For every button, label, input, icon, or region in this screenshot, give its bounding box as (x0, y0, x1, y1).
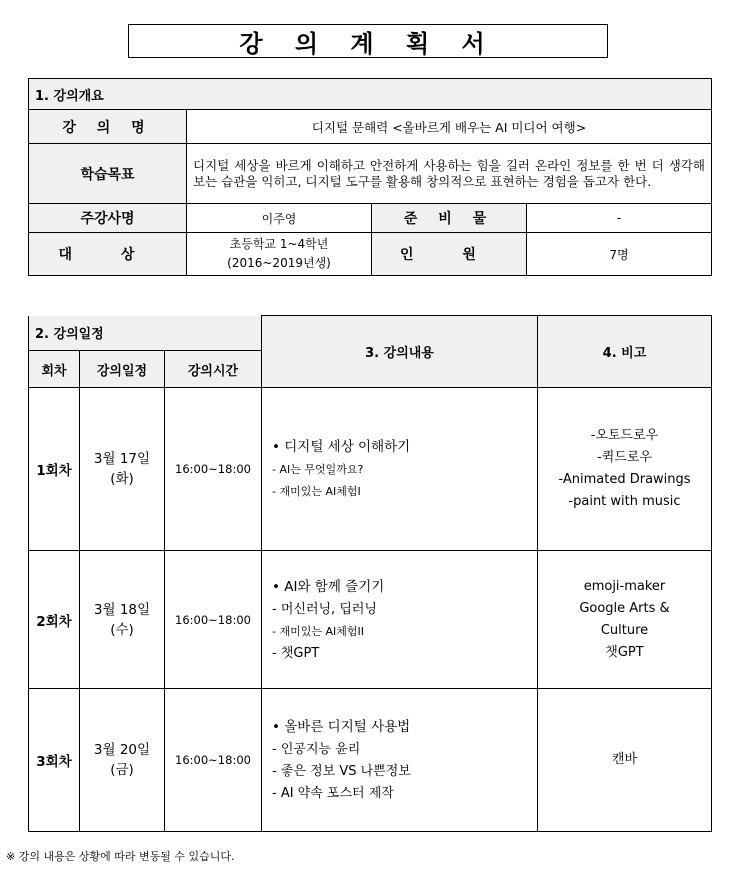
target-label: 대 상 (29, 233, 187, 276)
learning-goal-label: 학습목표 (29, 144, 187, 204)
materials-value: - (527, 204, 712, 233)
note-header: 4. 비고 (538, 316, 712, 388)
note-item: 챗GPT (605, 644, 644, 660)
target-birth-years: (2016~2019년생) (227, 256, 331, 270)
content-sub: - 재미있는 AI체험II (272, 624, 364, 638)
note-item: 캔바 (611, 752, 638, 767)
learning-goal-value: 디지털 세상을 바르게 이해하고 안전하게 사용하는 힘을 길러 온라인 정보를 한 번 더 생각해 보는 습관을 익히고, 디지털 도구를 활용해 창의적으로 표현하는 경험을 돕고자 한다. (187, 144, 712, 204)
content-sub: - 좋은 정보 VS 나쁜정보 (272, 764, 411, 779)
schedule-section-label: 2. 강의일정 (29, 316, 262, 351)
note-item: Google Arts & (579, 600, 670, 616)
content-sub: - 재미있는 AI체험I (272, 485, 361, 498)
session-weekday: (화) (110, 471, 134, 487)
course-name-value: 디지털 문해력 <올바르게 배우는 AI 미디어 여행> (187, 110, 712, 144)
overview-section-label: 1. 강의개요 (29, 79, 712, 110)
table-row (29, 551, 712, 689)
instructor-label: 주강사명 (29, 204, 187, 233)
content-sub: - 인공지능 윤리 (272, 742, 361, 757)
session-number: 3회차 (29, 689, 80, 832)
content-sub: - 머신러닝, 딥러닝 (272, 601, 377, 617)
time-column-header: 강의시간 (165, 351, 262, 388)
table-row (29, 388, 712, 551)
content-header: 3. 강의내용 (262, 316, 538, 388)
content-sub: - AI는 무엇일까요? (272, 463, 364, 476)
session-date: 3월 18일 (93, 601, 151, 618)
note-item: emoji-maker (583, 578, 666, 594)
document-title: 강 의 계 획 서 (128, 24, 608, 58)
date-column-header: 강의일정 (80, 351, 165, 388)
content-main: • AI와 함께 즐기기 (272, 578, 385, 595)
session-number: 2회차 (29, 551, 80, 689)
session-time: 16:00~18:00 (165, 388, 262, 551)
session-weekday: (금) (110, 762, 134, 778)
headcount-label: 인 원 (372, 233, 527, 276)
schedule-table (28, 315, 712, 832)
session-date: 3월 20일 (93, 742, 151, 758)
note-item: -paint with music (568, 494, 681, 509)
table-row (29, 689, 712, 832)
content-main: • 올바른 디지털 사용법 (272, 719, 411, 735)
note-item: Culture (600, 622, 649, 638)
session-weekday: (수) (110, 621, 134, 638)
headcount-value: 7명 (527, 233, 712, 276)
session-column-header: 회차 (29, 351, 80, 388)
content-main: • 디지털 세상 이해하기 (272, 439, 411, 455)
instructor-value: 이주영 (187, 204, 372, 233)
course-name-label: 강 의 명 (29, 110, 187, 144)
footer-note: ※ 강의 내용은 상황에 따라 변동될 수 있습니다. (6, 850, 235, 863)
note-item: -오토드로우 (590, 428, 659, 443)
session-time: 16:00~18:00 (165, 551, 262, 689)
content-sub: - AI 약속 포스터 제작 (272, 786, 394, 801)
session-time: 16:00~18:00 (165, 689, 262, 832)
session-number: 1회차 (29, 388, 80, 551)
note-item: -퀵드로우 (597, 450, 652, 465)
overview-table (28, 78, 712, 276)
materials-label: 준 비 물 (372, 204, 527, 233)
session-date: 3월 17일 (93, 451, 151, 467)
note-item: -Animated Drawings (558, 472, 691, 487)
target-grade: 초등학교 1~4학년 (229, 237, 329, 251)
content-sub: - 챗GPT (272, 645, 320, 661)
